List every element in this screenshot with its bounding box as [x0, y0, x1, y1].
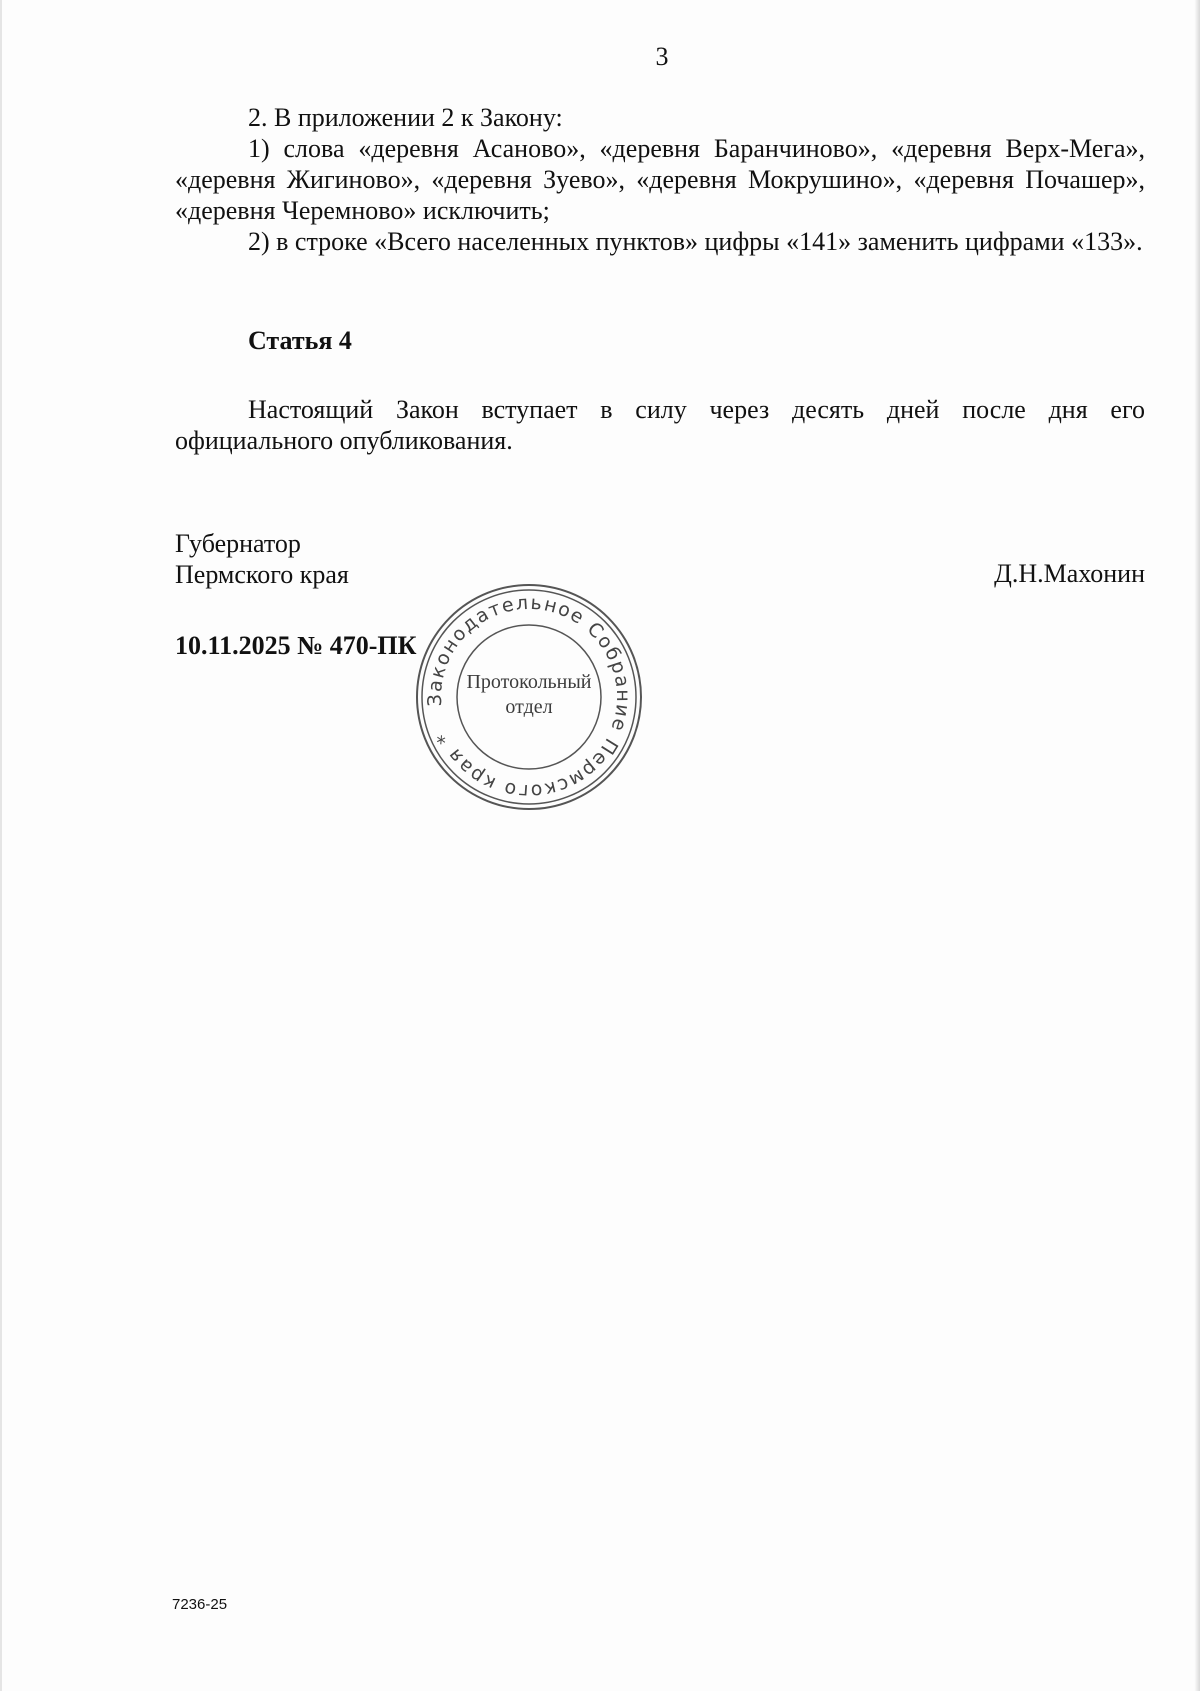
signatory-title-line-1: Губернатор — [175, 529, 301, 558]
law-date-number: 10.11.2025 № 470-ПК — [175, 631, 417, 660]
stamp-ring-text: Законодательное Собрание Пермского края * — [423, 591, 635, 803]
section-2-item-2: 2) в строке «Всего населенных пунктов» цифры «141» заменить цифрами «133». — [248, 227, 1143, 256]
scan-edge-left — [0, 0, 2, 1691]
signatory-title — [175, 528, 349, 590]
stamp-center-line-1: Протокольный — [466, 671, 592, 693]
article-4-body — [175, 394, 1145, 456]
signatory-name: Д.Н.Махонин — [994, 559, 1145, 588]
article-4-text: Настоящий Закон вступает в силу через десять дней после дня его официального опубликования. — [175, 395, 1145, 455]
official-stamp — [411, 579, 647, 815]
section-2 — [175, 102, 1145, 257]
section-2-intro: 2. В приложении 2 к Закону: — [248, 103, 563, 132]
document-code: 7236-25 — [172, 1596, 228, 1613]
scan-edge-right — [1194, 0, 1200, 1691]
signatory-title-line-2: Пермского края — [175, 560, 349, 589]
page-number: 3 — [655, 42, 669, 71]
section-2-item-1: 1) слова «деревня Асаново», «деревня Баранчиново», «деревня Верх-Мега», «деревня Жигиново», «деревня Зуево», «деревня Мокрушино», «деревня Почашер», «деревня Черемново» исключить; — [175, 134, 1145, 225]
stamp-center-line-2: отдел — [505, 696, 553, 718]
article-4-heading: Статья 4 — [248, 326, 352, 355]
